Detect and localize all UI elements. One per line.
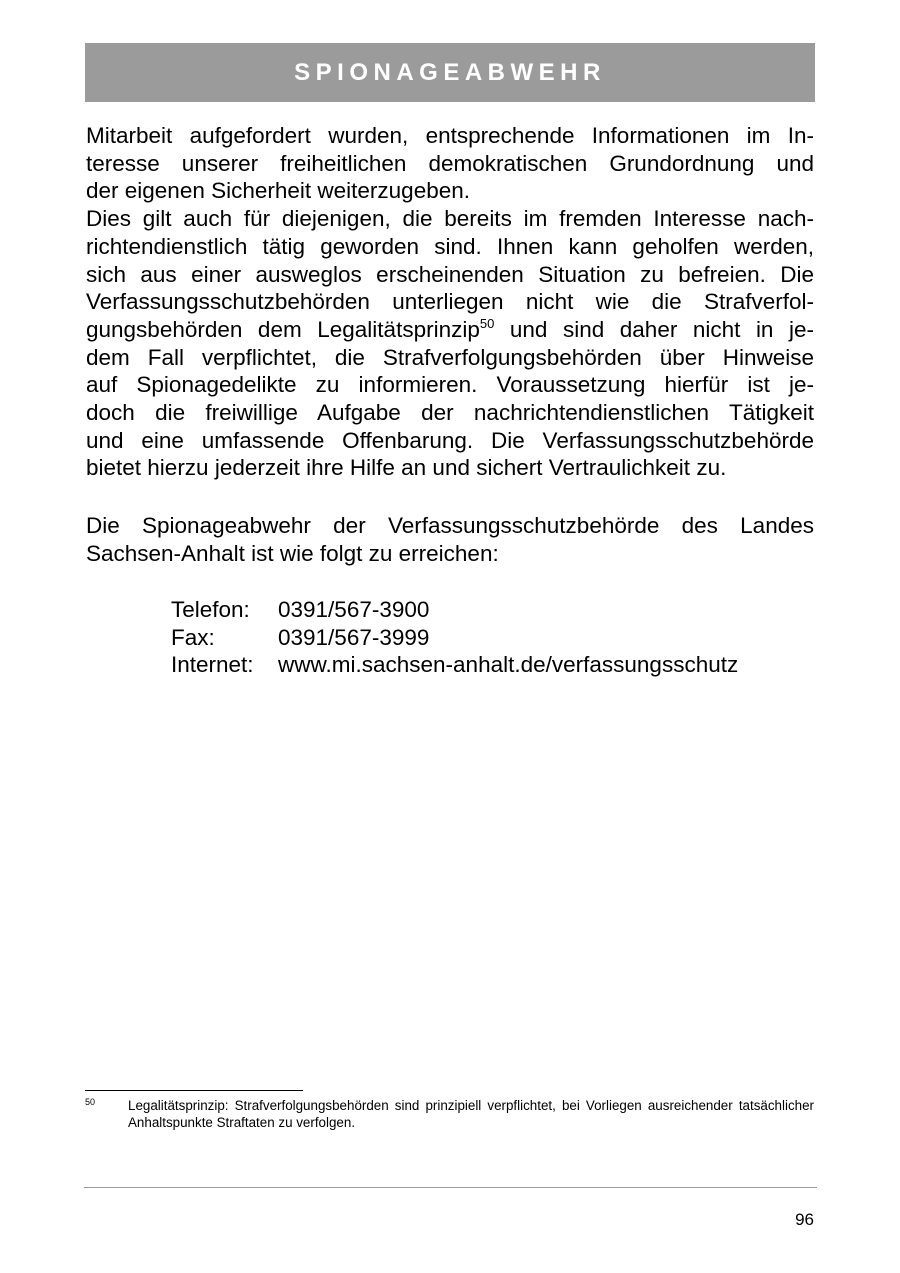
text-line: und eine umfassende Offenbarung. Die Verfassungsschutzbehörde xyxy=(86,427,814,453)
footnote-reference[interactable]: 50 xyxy=(479,315,495,331)
text-line-with-footnote xyxy=(86,316,814,344)
text-line: bietet hierzu jederzeit ihre Hilfe an und sichert Vertraulichkeit zu. xyxy=(86,455,727,481)
text-line: Die Spionageabwehr der Verfassungsschutzbehörde des Landes xyxy=(86,513,814,538)
text-line: Dies gilt auch für diejenigen, die bereits im fremden Interesse nach- xyxy=(86,206,814,232)
website-link[interactable]: www.mi.sachsen-anhalt.de/verfassungsschutz xyxy=(278,652,739,678)
contact-row-internet xyxy=(171,651,738,679)
contact-label: Fax: xyxy=(171,624,215,650)
text-line: Mitarbeit aufgefordert wurden, entsprechende Informationen im In- xyxy=(86,123,814,148)
text-line: dem Fall verpflichtet, die Strafverfolgungsbehörden über Hinweise xyxy=(86,344,814,370)
text-fragment: und sind daher nicht in je- xyxy=(494,316,814,342)
section-title: SPIONAGEABWEHR xyxy=(294,58,606,86)
text-line: der eigenen Sicherheit weiterzugeben. xyxy=(86,178,471,204)
text-line: auf Spionagedelikte zu informieren. Voraussetzung hierfür ist je- xyxy=(86,372,814,398)
text-fragment: gungsbehörden dem Legalitätsprinzip xyxy=(86,316,480,342)
body-text-block xyxy=(86,122,814,482)
contact-intro-paragraph xyxy=(86,512,814,567)
page-number: 96 xyxy=(795,1210,814,1229)
footer-divider xyxy=(84,1187,817,1188)
text-line: Sachsen-Anhalt ist wie folgt zu erreichen: xyxy=(86,540,499,566)
contact-row-phone xyxy=(171,596,738,624)
footnote-number: 50 xyxy=(85,1097,96,1107)
fax-number: 0391/567-3999 xyxy=(278,624,430,650)
text-line: doch die freiwillige Aufgabe der nachrichtendienstlichen Tätigkeit xyxy=(86,400,814,426)
contact-row-fax xyxy=(171,624,738,652)
footnote-text: Legalitätsprinzip: Strafverfolgungsbehörden sind prinzipiell verpflichtet, bei Vorliegen ausreichender tatsächlicher Anhaltspunkte Straftaten zu verfolgen. xyxy=(128,1098,814,1130)
contact-list xyxy=(171,596,738,679)
text-line: Verfassungsschutzbehörden unterliegen nicht wie die Strafverfol- xyxy=(86,289,814,315)
section-header-bar xyxy=(85,43,815,102)
footnote xyxy=(85,1097,814,1131)
text-line: richtendienstlich tätig geworden sind. Ihnen kann geholfen werden, xyxy=(86,233,814,259)
phone-number: 0391/567-3900 xyxy=(278,597,430,622)
text-line: teresse unserer freiheitlichen demokratischen Grundordnung und xyxy=(86,150,814,176)
contact-label: Telefon: xyxy=(171,597,250,622)
contact-label: Internet: xyxy=(171,652,254,678)
footnote-divider xyxy=(85,1090,303,1091)
text-line: sich aus einer ausweglos erscheinenden Situation zu befreien. Die xyxy=(86,261,814,287)
